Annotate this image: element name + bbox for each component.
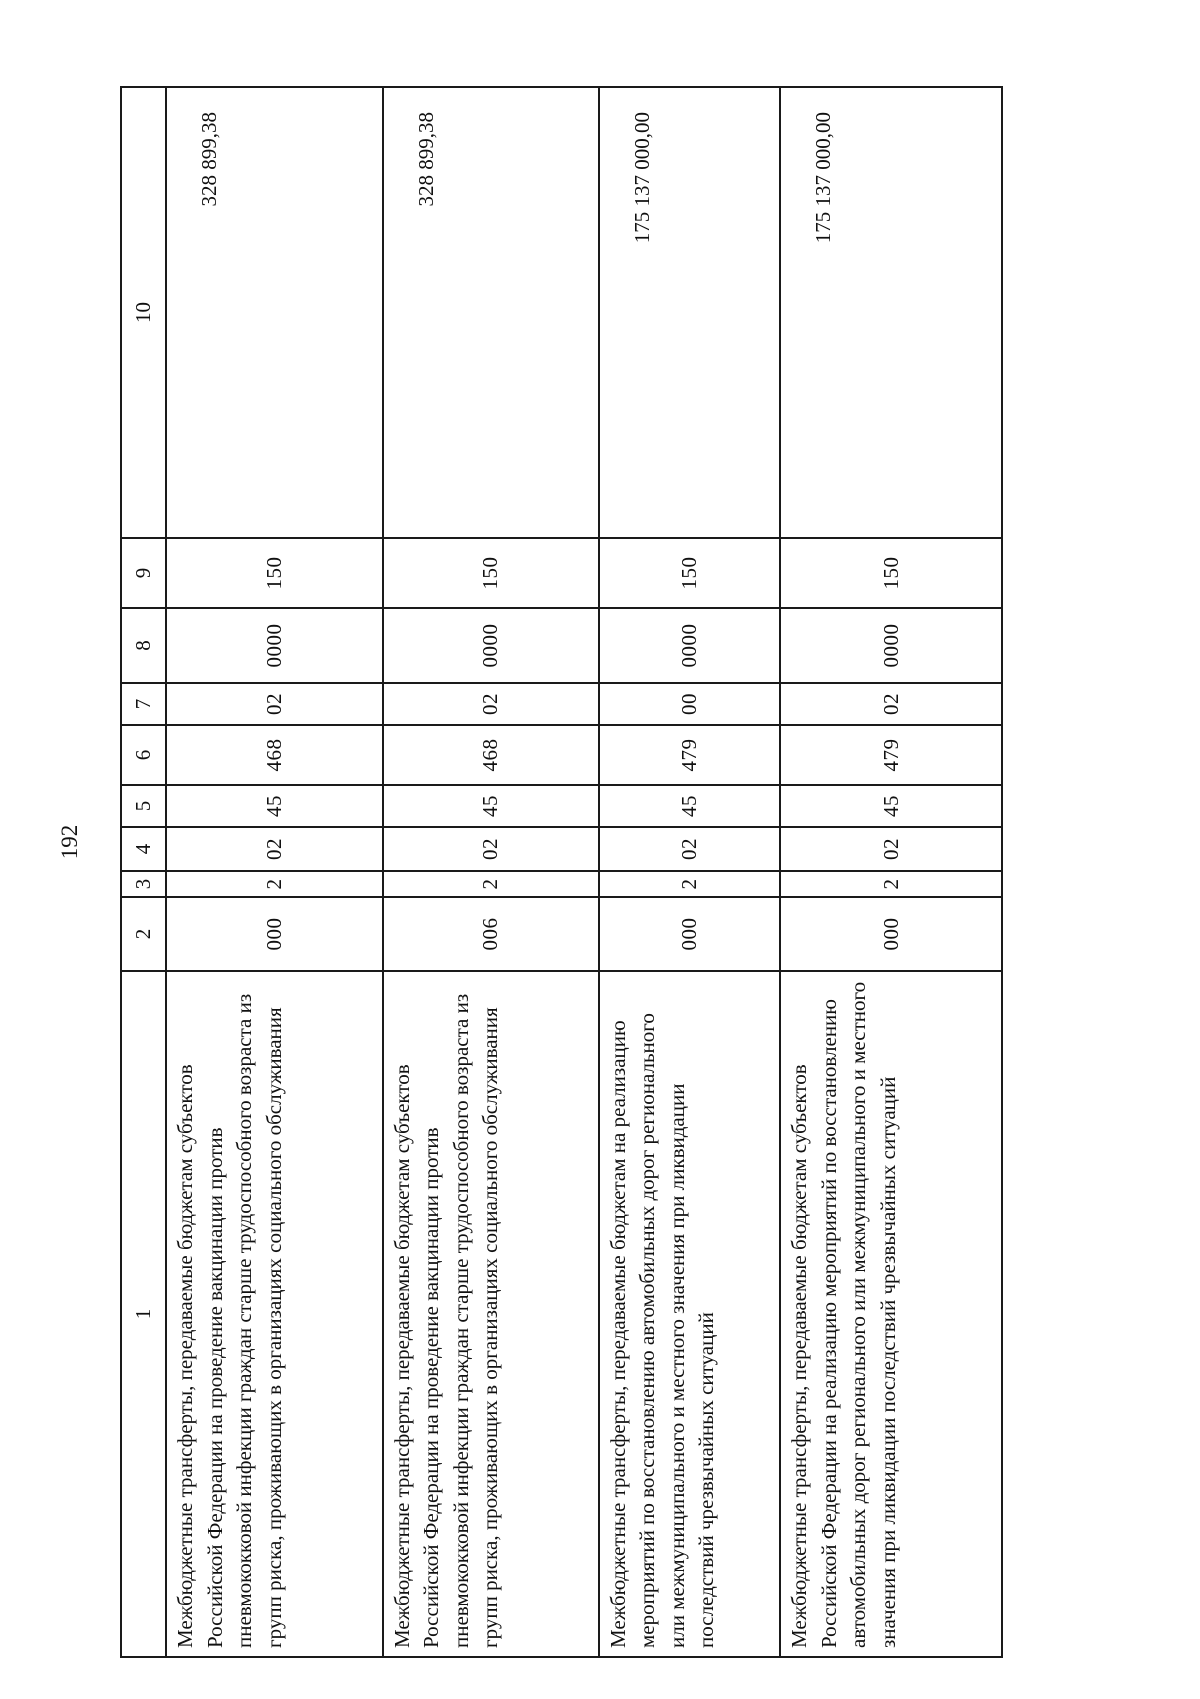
cell-amount: 175 137 000,00 bbox=[780, 87, 1002, 538]
cell-group: 2 bbox=[166, 871, 382, 897]
cell-article: 45 bbox=[780, 785, 1002, 827]
table-row bbox=[166, 87, 382, 1657]
cell-subarticle: 479 bbox=[599, 725, 781, 785]
cell-amount: 328 899,38 bbox=[383, 87, 599, 538]
column-header: 3 bbox=[121, 871, 166, 897]
row-description: Межбюджетные трансферты, передаваемые бюджетам на реализацию мероприятий по восстановлению автомобильных дорог регионального или межмуниципального и местного значения при ликвидации последствий чрезвычайных ситуаций bbox=[599, 971, 781, 1657]
column-header: 7 bbox=[121, 683, 166, 725]
cell-article: 45 bbox=[383, 785, 599, 827]
table-header-row bbox=[121, 87, 166, 1657]
row-description: Межбюджетные трансферты, передаваемые бюджетам субъектов Российской Федерации на проведение вакцинации против пневмококковой инфекции граждан старше трудоспособного возраста из групп риска, проживающих в организациях социального обслуживания bbox=[383, 971, 599, 1657]
cell-group: 2 bbox=[780, 871, 1002, 897]
cell-admin-code: 000 bbox=[599, 897, 781, 971]
cell-program: 0000 bbox=[166, 608, 382, 683]
table-row bbox=[780, 87, 1002, 1657]
column-header: 4 bbox=[121, 827, 166, 871]
column-header: 5 bbox=[121, 785, 166, 827]
cell-amount: 328 899,38 bbox=[166, 87, 382, 538]
cell-economic-class: 150 bbox=[166, 538, 382, 608]
cell-subgroup: 02 bbox=[166, 827, 382, 871]
page-number: 192 bbox=[57, 824, 82, 860]
cell-subarticle: 468 bbox=[383, 725, 599, 785]
table-row bbox=[383, 87, 599, 1657]
cell-economic-class: 150 bbox=[383, 538, 599, 608]
cell-program: 0000 bbox=[780, 608, 1002, 683]
cell-economic-class: 150 bbox=[780, 538, 1002, 608]
cell-subarticle: 479 bbox=[780, 725, 1002, 785]
column-header: 10 bbox=[121, 87, 166, 538]
cell-group: 2 bbox=[383, 871, 599, 897]
column-header: 6 bbox=[121, 725, 166, 785]
cell-subgroup: 02 bbox=[383, 827, 599, 871]
budget-table bbox=[120, 86, 1003, 1658]
cell-article: 45 bbox=[599, 785, 781, 827]
row-description: Межбюджетные трансферты, передаваемые бюджетам субъектов Российской Федерации на проведение вакцинации против пневмококковой инфекции граждан старше трудоспособного возраста из групп риска, проживающих в организациях социального обслуживания bbox=[166, 971, 382, 1657]
budget-table-rotated bbox=[120, 88, 1003, 1658]
column-header: 2 bbox=[121, 897, 166, 971]
column-header: 1 bbox=[121, 971, 166, 1657]
cell-admin-code: 000 bbox=[166, 897, 382, 971]
cell-element: 02 bbox=[780, 683, 1002, 725]
table-row bbox=[599, 87, 781, 1657]
row-description: Межбюджетные трансферты, передаваемые бюджетам субъектов Российской Федерации на реализацию мероприятий по восстановлению автомобильных дорог регионального или межмуниципального и местного значения при ликвидации последствий чрезвычайных ситуаций bbox=[780, 971, 1002, 1657]
cell-program: 0000 bbox=[599, 608, 781, 683]
column-header: 8 bbox=[121, 608, 166, 683]
cell-element: 00 bbox=[599, 683, 781, 725]
cell-group: 2 bbox=[599, 871, 781, 897]
cell-admin-code: 006 bbox=[383, 897, 599, 971]
cell-element: 02 bbox=[383, 683, 599, 725]
budget-table-frame bbox=[120, 88, 1003, 1658]
cell-subgroup: 02 bbox=[780, 827, 1002, 871]
cell-admin-code: 000 bbox=[780, 897, 1002, 971]
cell-article: 45 bbox=[166, 785, 382, 827]
cell-economic-class: 150 bbox=[599, 538, 781, 608]
cell-element: 02 bbox=[166, 683, 382, 725]
cell-amount: 175 137 000,00 bbox=[599, 87, 781, 538]
cell-subgroup: 02 bbox=[599, 827, 781, 871]
cell-program: 0000 bbox=[383, 608, 599, 683]
cell-subarticle: 468 bbox=[166, 725, 382, 785]
column-header: 9 bbox=[121, 538, 166, 608]
